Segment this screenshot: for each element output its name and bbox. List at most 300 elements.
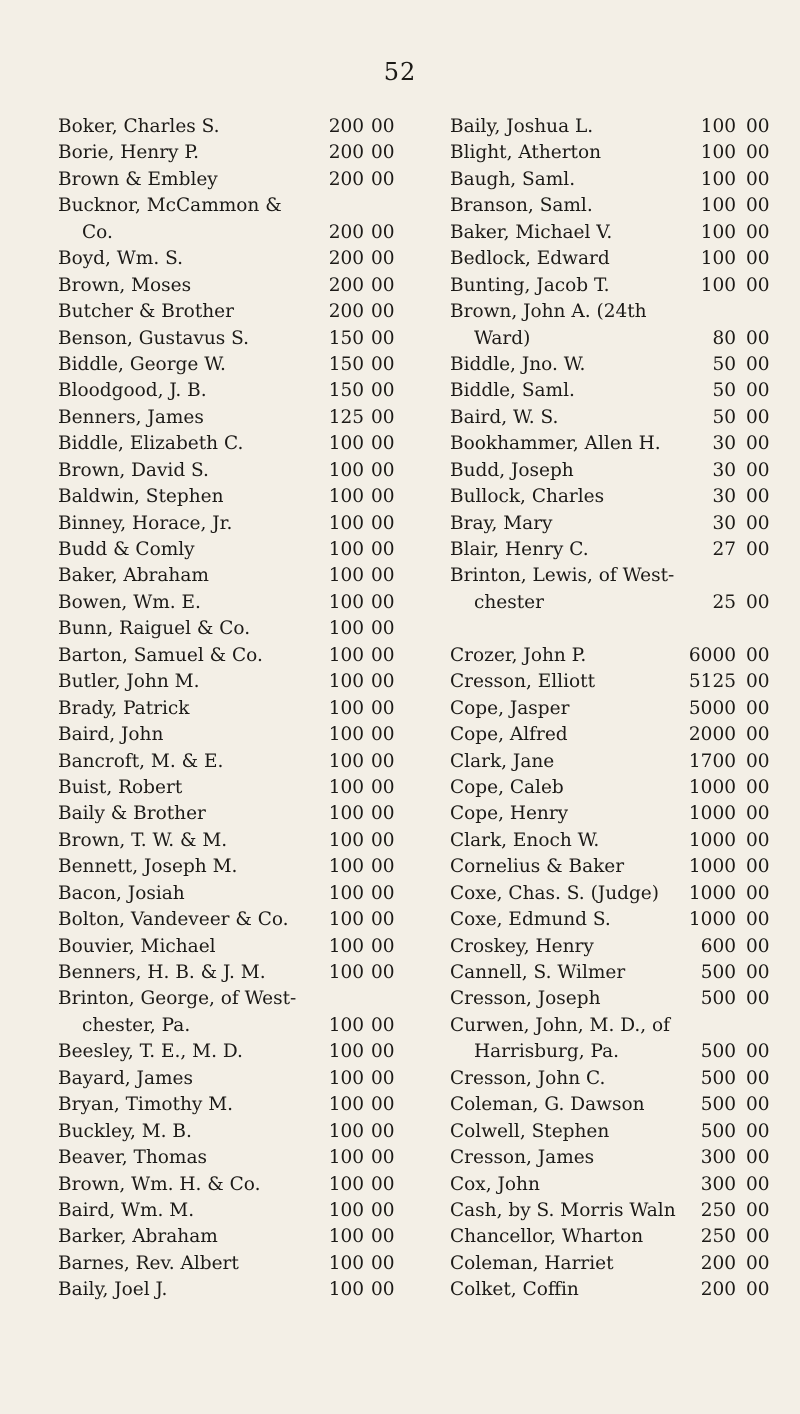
subscription-cents: 00 [371, 776, 395, 798]
subscription-amount: 2000 [688, 724, 736, 746]
subscription-cents: 00 [371, 1279, 395, 1301]
subscriber-name: Biddle, Jno. W. [450, 353, 586, 375]
subscription-cents: 00 [371, 591, 395, 613]
subscription-amount: 100 [700, 116, 736, 137]
subscriber-name: Baird, W. S. [450, 406, 559, 428]
subscriber-row [450, 352, 780, 378]
subscriber-name: Boker, Charles S. [58, 116, 220, 137]
subscription-cents: 00 [746, 776, 770, 798]
subscriber-row [450, 1277, 780, 1303]
subscription-amount: 1000 [688, 909, 736, 931]
subscriber-name: Cresson, John C. [450, 1067, 606, 1089]
subscription-cents: 00 [371, 168, 395, 190]
subscription-cents: 00 [371, 433, 395, 455]
subscription-cents: 00 [746, 406, 770, 428]
subscriber-name: Butler, John M. [58, 671, 200, 693]
subscriber-row [58, 273, 430, 299]
subscription-amount: 300 [700, 1147, 736, 1169]
subscription-amount: 100 [328, 962, 364, 983]
subscription-cents: 00 [371, 274, 395, 296]
subscriber-name: Curwen, John, M. D., of [450, 1014, 671, 1036]
subscription-amount: 250 [700, 1199, 736, 1221]
subscription-cents: 00 [371, 644, 395, 666]
subscription-amount: 1700 [688, 750, 736, 772]
subscriber-name: Bloodgood, J. B. [58, 380, 207, 402]
subscriber-name: Biddle, George W. [58, 353, 226, 375]
subscription-cents: 00 [371, 1147, 395, 1169]
subscriber-row [450, 1039, 780, 1065]
subscription-cents: 00 [746, 750, 770, 772]
subscriber-name: Bowen, Wm. E. [58, 591, 201, 613]
subscriber-name: Buckley, M. B. [58, 1120, 192, 1142]
subscription-cents: 00 [371, 221, 395, 243]
subscription-cents: 00 [371, 565, 395, 587]
subscriber-row [450, 1224, 780, 1250]
subscriber-row [58, 1277, 430, 1303]
subscriber-row [450, 1198, 780, 1224]
subscriber-row [58, 986, 430, 1012]
subscriber-name: Cresson, James [450, 1147, 595, 1169]
left-column [58, 114, 430, 1304]
subscriber-row [58, 114, 430, 140]
subscriber-name: Brown, David S. [58, 459, 209, 481]
subscription-amount: 100 [700, 221, 736, 243]
subscription-amount: 200 [700, 1252, 736, 1274]
subscription-cents: 00 [371, 1173, 395, 1195]
subscription-cents: 00 [746, 1120, 770, 1142]
subscriber-name: Bucknor, McCammon & [58, 195, 282, 217]
subscriber-row [58, 1119, 430, 1145]
subscription-cents: 00 [371, 1199, 395, 1221]
subscription-amount: 30 [712, 512, 736, 534]
subscriber-row [450, 114, 780, 140]
subscription-cents: 00 [746, 168, 770, 190]
subscriber-row [450, 326, 780, 352]
subscriber-row [58, 960, 430, 986]
subscription-amount: 50 [712, 406, 736, 428]
subscription-amount: 30 [712, 486, 736, 508]
subscriber-row [58, 326, 430, 352]
subscriber-name: Beesley, T. E., M. D. [58, 1041, 243, 1063]
subscription-cents: 00 [746, 697, 770, 719]
subscription-cents: 00 [746, 1147, 770, 1169]
subscription-amount: 100 [328, 539, 364, 560]
subscriber-row [58, 1224, 430, 1250]
subscriber-row [450, 537, 780, 563]
subscriber-row [58, 1172, 430, 1198]
subscriber-name: Bancroft, M. & E. [58, 750, 224, 772]
subscriber-name: Cash, by S. Morris Waln [450, 1199, 676, 1221]
subscriber-name: chester [474, 591, 544, 613]
subscriber-name: Barnes, Rev. Albert [58, 1252, 239, 1274]
subscriber-name: Budd, Joseph [450, 459, 574, 481]
subscription-amount: 300 [700, 1173, 736, 1195]
subscription-amount: 100 [328, 433, 364, 455]
subscription-cents: 00 [371, 671, 395, 693]
subscriber-name: Baker, Abraham [58, 565, 209, 587]
subscriber-row [58, 854, 430, 880]
subscription-amount: 100 [328, 1173, 364, 1195]
subscriber-name: chester, Pa. [82, 1014, 191, 1036]
subscriber-row [450, 431, 780, 457]
subscription-cents: 00 [371, 882, 395, 904]
subscription-cents: 00 [371, 1120, 395, 1142]
subscription-cents: 00 [371, 512, 395, 534]
subscriber-row [450, 273, 780, 299]
subscription-cents: 00 [371, 1014, 395, 1036]
subscription-cents: 00 [746, 512, 770, 534]
subscription-cents: 00 [371, 724, 395, 746]
subscription-cents: 00 [371, 618, 395, 640]
subscription-amount: 500 [700, 1094, 736, 1116]
subscriber-row [450, 193, 780, 219]
subscription-amount: 100 [700, 248, 736, 270]
subscription-amount: 27 [712, 539, 736, 560]
subscriber-row [58, 722, 430, 748]
subscriber-row [58, 1092, 430, 1118]
subscription-cents: 00 [746, 433, 770, 455]
subscriber-row [450, 140, 780, 166]
subscriber-name: Cox, John [450, 1173, 540, 1195]
subscriber-row [450, 458, 780, 484]
subscriber-row [58, 749, 430, 775]
subscriber-row [58, 511, 430, 537]
subscription-cents: 00 [746, 116, 770, 137]
subscription-cents: 00 [746, 1226, 770, 1248]
subscription-cents: 00 [371, 1226, 395, 1248]
subscriber-name: Ward) [474, 327, 531, 349]
subscriber-row [450, 1119, 780, 1145]
subscription-amount: 200 [328, 142, 364, 164]
subscription-amount: 100 [328, 935, 364, 957]
subscription-amount: 50 [712, 380, 736, 402]
subscriber-row [450, 1172, 780, 1198]
subscriber-name: Co. [82, 221, 113, 243]
subscription-cents: 00 [746, 988, 770, 1010]
subscription-cents: 00 [746, 591, 770, 613]
subscription-cents: 00 [371, 697, 395, 719]
subscription-cents: 00 [746, 142, 770, 164]
subscriber-row [450, 1145, 780, 1171]
subscriber-name: Colket, Coffin [450, 1279, 579, 1301]
subscriber-name: Baily & Brother [58, 803, 206, 825]
subscription-amount: 1000 [688, 803, 736, 825]
subscription-cents: 00 [746, 671, 770, 693]
subscription-amount: 150 [328, 380, 364, 402]
subscription-cents: 00 [371, 935, 395, 957]
subscription-amount: 150 [328, 353, 364, 375]
subscription-cents: 00 [371, 142, 395, 164]
subscription-amount: 1000 [688, 829, 736, 851]
subscriber-name: Budd & Comly [58, 539, 195, 560]
right-column [450, 114, 780, 1304]
subscription-amount: 200 [700, 1279, 736, 1301]
subscription-amount: 200 [328, 116, 364, 137]
subscriber-name: Chancellor, Wharton [450, 1226, 644, 1248]
subscription-cents: 00 [746, 274, 770, 296]
subscription-cents: 00 [746, 1067, 770, 1089]
subscription-cents: 00 [746, 353, 770, 375]
subscription-amount: 100 [328, 1199, 364, 1221]
subscriber-name: Brown, John A. (24th [450, 301, 647, 323]
subscriber-name: Cope, Henry [450, 803, 569, 825]
subscription-amount: 100 [328, 591, 364, 613]
subscription-amount: 100 [328, 882, 364, 904]
subscription-cents: 00 [371, 116, 395, 137]
subscriber-row [58, 1013, 430, 1039]
subscriber-row [450, 986, 780, 1012]
subscriber-name: Harrisburg, Pa. [474, 1041, 619, 1063]
subscription-cents: 00 [746, 221, 770, 243]
subscription-amount: 1000 [688, 776, 736, 798]
subscription-amount: 100 [328, 829, 364, 851]
subscriber-name: Bullock, Charles [450, 486, 605, 508]
subscriber-name: Baker, Michael V. [450, 221, 613, 243]
subscription-cents: 00 [746, 724, 770, 746]
subscriber-row [58, 643, 430, 669]
subscription-cents: 00 [746, 909, 770, 931]
subscriber-row [450, 1092, 780, 1118]
subscription-cents: 00 [746, 486, 770, 508]
subscription-cents: 00 [371, 1041, 395, 1063]
subscriber-name: Cope, Caleb [450, 776, 564, 798]
subscription-amount: 600 [700, 935, 736, 957]
subscription-cents: 00 [371, 327, 395, 349]
subscriber-row [58, 352, 430, 378]
subscription-amount: 100 [328, 750, 364, 772]
subscription-cents: 00 [371, 856, 395, 878]
subscriber-name: Brown, Moses [58, 274, 192, 296]
subscriber-name: Clark, Jane [450, 750, 555, 772]
subscription-amount: 100 [328, 724, 364, 746]
subscriber-name: Biddle, Saml. [450, 380, 575, 402]
subscription-amount: 100 [328, 1147, 364, 1169]
subscription-cents: 00 [371, 750, 395, 772]
subscriber-name: Beaver, Thomas [58, 1147, 208, 1169]
subscription-amount: 100 [328, 486, 364, 508]
subscription-cents: 00 [371, 962, 395, 983]
subscription-cents: 00 [746, 1279, 770, 1301]
subscription-amount: 500 [700, 1041, 736, 1063]
subscription-amount: 200 [328, 248, 364, 270]
subscriber-row [58, 907, 430, 933]
subscriber-row [58, 881, 430, 907]
subscriber-name: Cresson, Joseph [450, 988, 601, 1010]
subscriber-name: Brown, Wm. H. & Co. [58, 1173, 261, 1195]
subscription-amount: 100 [700, 142, 736, 164]
subscription-cents: 00 [371, 1067, 395, 1089]
subscriber-name: Branson, Saml. [450, 195, 593, 217]
subscriber-name: Bedlock, Edward [450, 248, 610, 270]
subscription-cents: 00 [371, 406, 395, 428]
subscriber-row [450, 854, 780, 880]
subscriber-row [58, 246, 430, 272]
subscriber-name: Bryan, Timothy M. [58, 1094, 234, 1116]
subscriber-name: Benners, H. B. & J. M. [58, 962, 266, 983]
subscription-cents: 00 [746, 380, 770, 402]
subscription-amount: 100 [328, 644, 364, 666]
subscription-amount: 125 [328, 406, 364, 428]
subscriber-name: Baily, Joel J. [58, 1279, 168, 1301]
subscription-cents: 00 [371, 301, 395, 323]
subscription-amount: 500 [700, 988, 736, 1010]
subscription-cents: 00 [746, 962, 770, 983]
subscriber-row [58, 140, 430, 166]
subscriber-name: Coleman, G. Dawson [450, 1094, 645, 1116]
subscriber-name: Baird, John [58, 724, 164, 746]
subscription-amount: 25 [712, 591, 736, 613]
subscriber-row [450, 616, 780, 642]
subscriber-name: Biddle, Elizabeth C. [58, 433, 244, 455]
subscriber-row [450, 881, 780, 907]
subscription-amount: 100 [328, 776, 364, 798]
subscriber-row [58, 378, 430, 404]
subscription-cents: 00 [746, 327, 770, 349]
subscription-amount: 1000 [688, 856, 736, 878]
subscription-amount: 30 [712, 433, 736, 455]
subscription-amount: 500 [700, 962, 736, 983]
subscription-amount: 100 [328, 697, 364, 719]
subscriber-name: Coleman, Harriet [450, 1252, 614, 1274]
subscriber-name: Buist, Robert [58, 776, 183, 798]
subscription-amount: 100 [328, 909, 364, 931]
subscription-amount: 200 [328, 168, 364, 190]
subscriber-name: Bolton, Vandeveer & Co. [58, 909, 289, 931]
subscription-amount: 100 [328, 1014, 364, 1036]
subscription-amount: 100 [328, 565, 364, 587]
subscriber-row [58, 696, 430, 722]
subscription-amount: 100 [328, 1067, 364, 1089]
subscription-cents: 00 [371, 353, 395, 375]
subscriber-name: Brinton, George, of West- [58, 988, 297, 1010]
subscriber-name: Binney, Horace, Jr. [58, 512, 233, 534]
subscription-cents: 00 [746, 829, 770, 851]
subscriber-row [450, 669, 780, 695]
subscriber-row [58, 220, 430, 246]
subscription-cents: 00 [371, 909, 395, 931]
subscriber-row [58, 431, 430, 457]
subscriber-row [58, 458, 430, 484]
subscription-cents: 00 [746, 882, 770, 904]
subscriber-name: Cannell, S. Wilmer [450, 962, 626, 983]
subscription-cents: 00 [746, 248, 770, 270]
subscriber-row [450, 246, 780, 272]
subscriber-name: Butcher & Brother [58, 301, 234, 323]
subscriber-row [450, 1066, 780, 1092]
subscriber-row [450, 1251, 780, 1277]
subscription-cents: 00 [746, 195, 770, 217]
subscription-amount: 100 [328, 1252, 364, 1274]
subscription-cents: 00 [371, 539, 395, 560]
subscription-cents: 00 [371, 829, 395, 851]
subscriber-row [450, 511, 780, 537]
subscriber-row [58, 1066, 430, 1092]
subscriber-name: Croskey, Henry [450, 935, 594, 957]
subscriber-name: Benners, James [58, 406, 204, 428]
subscriber-name: Baily, Joshua L. [450, 116, 594, 137]
subscriber-row [450, 167, 780, 193]
subscription-amount: 150 [328, 327, 364, 349]
subscriber-name: Bouvier, Michael [58, 935, 216, 957]
subscription-cents: 00 [746, 1173, 770, 1195]
subscription-amount: 100 [700, 195, 736, 217]
page-number: 52 [383, 58, 417, 86]
subscriber-name: Bacon, Josiah [58, 882, 185, 904]
subscriber-row [450, 484, 780, 510]
subscription-cents: 00 [746, 856, 770, 878]
subscriber-name: Baird, Wm. M. [58, 1199, 195, 1221]
subscriber-name: Cornelius & Baker [450, 856, 625, 878]
subscriber-row [450, 299, 780, 325]
subscriber-name: Blair, Henry C. [450, 539, 589, 560]
subscription-cents: 00 [371, 1094, 395, 1116]
subscription-amount: 100 [700, 274, 736, 296]
subscriber-row [450, 643, 780, 669]
subscriber-row [450, 590, 780, 616]
subscriber-row [58, 563, 430, 589]
subscriber-row [58, 1251, 430, 1277]
subscriber-name: Brinton, Lewis, of West- [450, 565, 675, 587]
subscriber-row [450, 907, 780, 933]
subscription-amount: 100 [700, 168, 736, 190]
subscriber-name: Bookhammer, Allen H. [450, 433, 661, 455]
subscriber-row [58, 405, 430, 431]
subscriber-name: Bennett, Joseph M. [58, 856, 238, 878]
subscriber-name: Coxe, Chas. S. (Judge) [450, 882, 659, 904]
subscription-cents: 00 [371, 248, 395, 270]
subscription-amount: 200 [328, 221, 364, 243]
subscriber-row [450, 405, 780, 431]
subscriber-name: Barker, Abraham [58, 1226, 218, 1248]
subscription-amount: 200 [328, 301, 364, 323]
subscription-amount: 100 [328, 459, 364, 481]
subscriber-name: Clark, Enoch W. [450, 829, 600, 851]
subscriber-row [450, 775, 780, 801]
subscription-amount: 5125 [688, 671, 736, 693]
subscriber-row [58, 669, 430, 695]
subscription-amount: 500 [700, 1120, 736, 1142]
subscriber-row [450, 749, 780, 775]
subscriber-name: Colwell, Stephen [450, 1120, 610, 1142]
subscriber-name: Cresson, Elliott [450, 671, 596, 693]
subscription-amount: 80 [712, 327, 736, 349]
subscription-amount: 100 [328, 671, 364, 693]
subscription-amount: 1000 [688, 882, 736, 904]
subscriber-name: Bunting, Jacob T. [450, 274, 610, 296]
subscriber-row [450, 220, 780, 246]
subscription-cents: 00 [746, 459, 770, 481]
subscriber-name: Benson, Gustavus S. [58, 327, 250, 349]
subscriber-row [58, 1039, 430, 1065]
subscription-amount: 250 [700, 1226, 736, 1248]
subscription-amount: 100 [328, 1279, 364, 1301]
subscriber-name: Bayard, James [58, 1067, 193, 1089]
subscriber-row [58, 537, 430, 563]
subscriber-row [450, 378, 780, 404]
subscriber-row [58, 934, 430, 960]
subscriber-row [58, 167, 430, 193]
subscriber-name: Borie, Henry P. [58, 142, 199, 164]
subscription-amount: 30 [712, 459, 736, 481]
subscriber-name: Brown, T. W. & M. [58, 829, 228, 851]
subscriber-name: Boyd, Wm. S. [58, 248, 184, 270]
subscription-cents: 00 [371, 803, 395, 825]
subscription-cents: 00 [746, 935, 770, 957]
subscriber-name: Crozer, John P. [450, 644, 587, 666]
subscription-cents: 00 [746, 644, 770, 666]
subscriber-row [58, 193, 430, 219]
subscription-cents: 00 [746, 539, 770, 560]
